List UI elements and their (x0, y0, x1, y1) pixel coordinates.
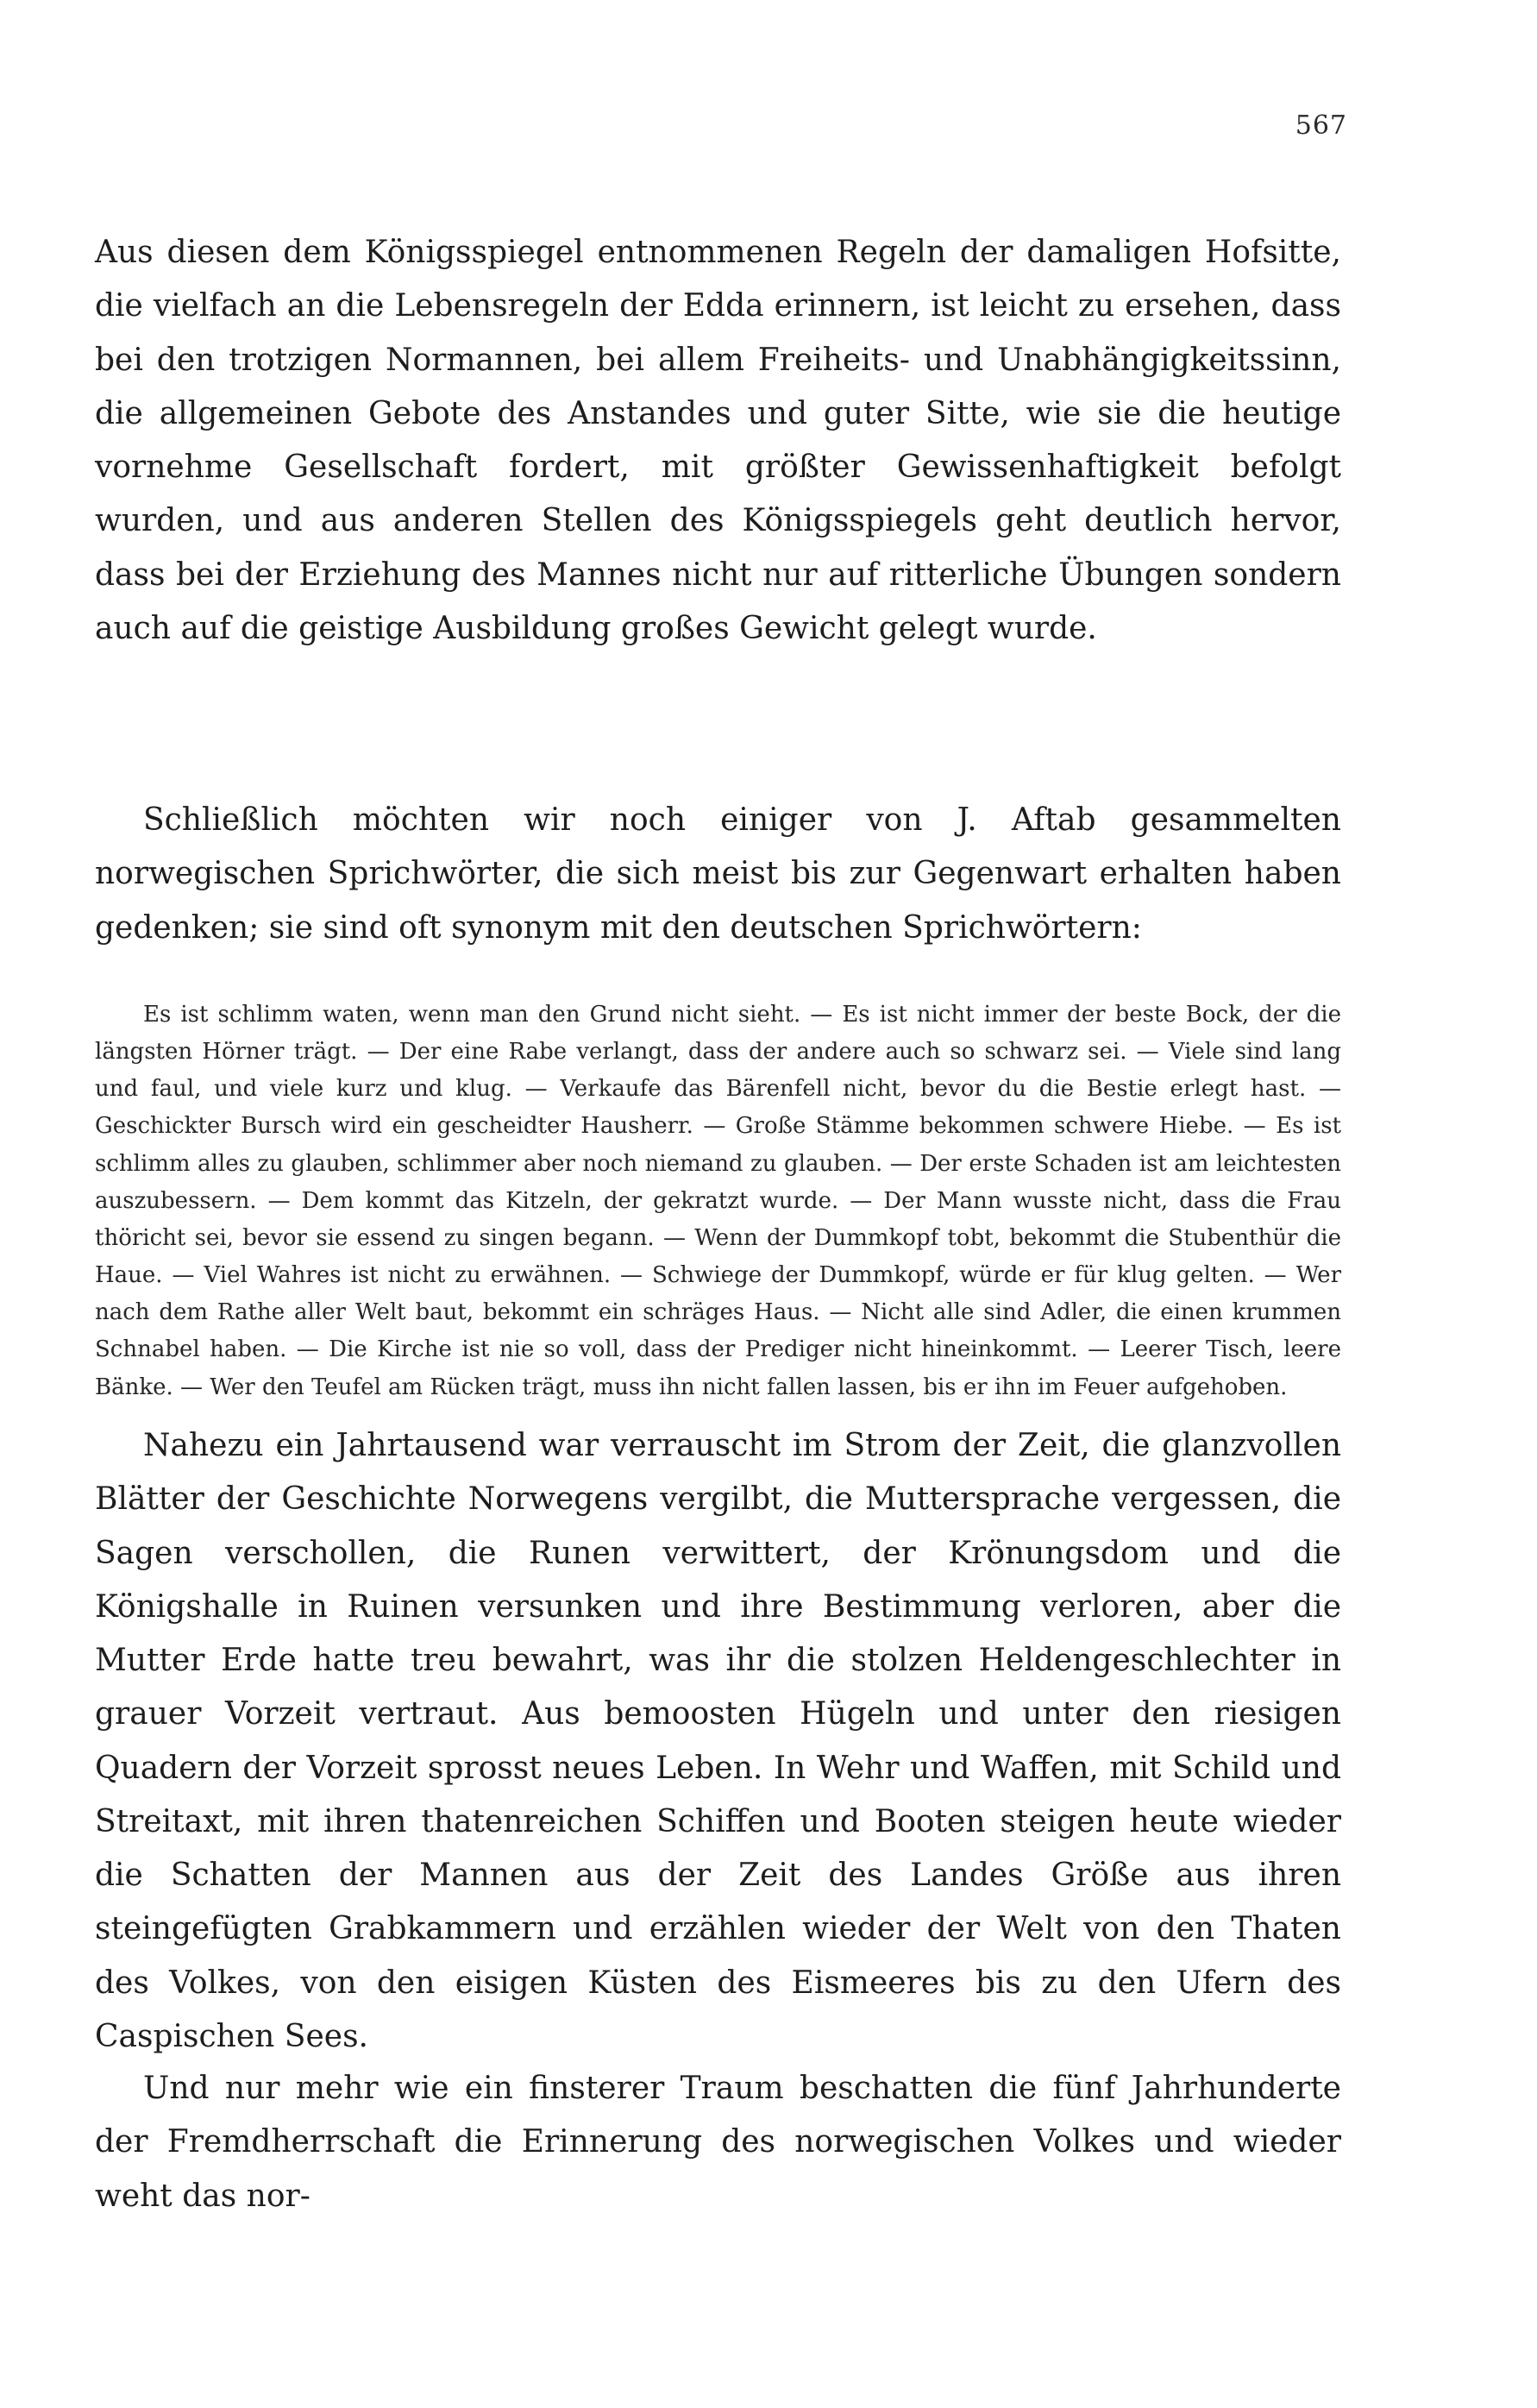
paragraph-hofsitte (95, 226, 1341, 656)
page-number: 567 (1295, 110, 1347, 141)
proverbs-text: Es ist schlimm waten, wenn man den Grund nicht sieht. — Es ist nicht immer der beste Bock, der die längsten Hörner trägt. — Der eine Rabe verlangt, dass der andere auch so schwarz sei. — Viele sind lang und faul, und viele kurz und klug. — Verkaufe das Bärenfell nicht, bevor du die Bestie erlegt hast. — Geschickter Bursch wird ein gescheidter Hausherr. — Große Stämme bekommen schwere Hiebe. — Es ist schlimm alles zu glauben, schlimmer aber noch niemand zu glauben. — Der erste Schaden ist am leichtesten auszubessern. — Dem kommt das Kitzeln, der gekratzt wurde. — Der Mann wusste nicht, dass die Frau thöricht sei, bevor sie essend zu singen begann. — Wenn der Dummkopf tobt, bekommt die Stubenthür die Haue. — Viel Wahres ist nicht zu erwähnen. — Schwiege der Dummkopf, würde er für klug gelten. — Wer nach dem Rathe aller Welt baut, bekommt ein schräges Haus. — Nicht alle sind Adler, die einen krummen Schnabel haben. — Die Kirche ist nie so voll, dass der Prediger nicht hineinkommt. — Leerer Tisch, leere Bänke. — Wer den Teufel am Rücken trägt, muss ihn nicht fallen lassen, bis er ihn im Feuer aufgehoben. (95, 1002, 1341, 1400)
paragraph-proverbs-intro (95, 794, 1341, 955)
paragraph-text: Nahezu ein Jahrtausend war verrauscht im Strom der Zeit, die glanzvollen Blätter der Geschichte Norwegens vergilbt, die Muttersprache vergessen, die Sagen verschollen, die Runen verwittert, der Krönungsdom und die Königshalle in Ruinen versunken und ihre Bestimmung verloren, aber die Mutter Erde hatte treu bewahrt, was ihr die stolzen Heldengeschlechter in grauer Vorzeit vertraut. Aus bemoosten Hügeln und unter den riesigen Quadern der Vorzeit sprosst neues Leben. In Wehr und Waffen, mit Schild und Streitaxt, mit ihren thatenreichen Schiffen und Booten steigen heute wieder die Schatten der Mannen aus der Zeit des Landes Größe aus ihren steingefügten Grabkammern und erzählen wieder der Welt von den Thaten des Volkes, von den eisigen Küsten des Eismeeres bis zu den Ufern des Caspischen Sees. (95, 1428, 1341, 2054)
paragraph-text: Aus diesen dem Königsspiegel entnommenen Regeln der damaligen Hofsitte, die vielfach an die Lebensregeln der Edda erinnern, ist leicht zu ersehen, dass bei den trotzigen Normannen, bei allem Freiheits- und Unabhängigkeitssinn, die allgemeinen Gebote des Anstandes und guter Sitte, wie sie die heutige vornehme Gesellschaft fordert, mit größter Gewissenhaftigkeit befolgt wurden, und aus anderen Stellen des Königsspiegels geht deutlich hervor, dass bei der Erziehung des Mannes nicht nur auf ritterliche Übungen sondern auch auf die geistige Ausbildung großes Gewicht gelegt wurde. (95, 235, 1341, 646)
proverbs-list (95, 997, 1341, 1406)
paragraph-traum (95, 2062, 1341, 2223)
paragraph-jahrtausend (95, 1419, 1341, 2064)
paragraph-text: Schließlich möchten wir noch einiger von J. Aftab gesammelten norwegischen Sprichwörter, die sich meist bis zur Gegenwart erhalten haben gedenken; sie sind oft synonym mit den deutschen Sprichwörtern: (95, 802, 1341, 946)
paragraph-text: Und nur mehr wie ein finsterer Traum beschatten die fünf Jahrhunderte der Fremdherrschaft die Erinnerung des norwegischen Volkes und wieder weht das nor- (95, 2071, 1341, 2214)
